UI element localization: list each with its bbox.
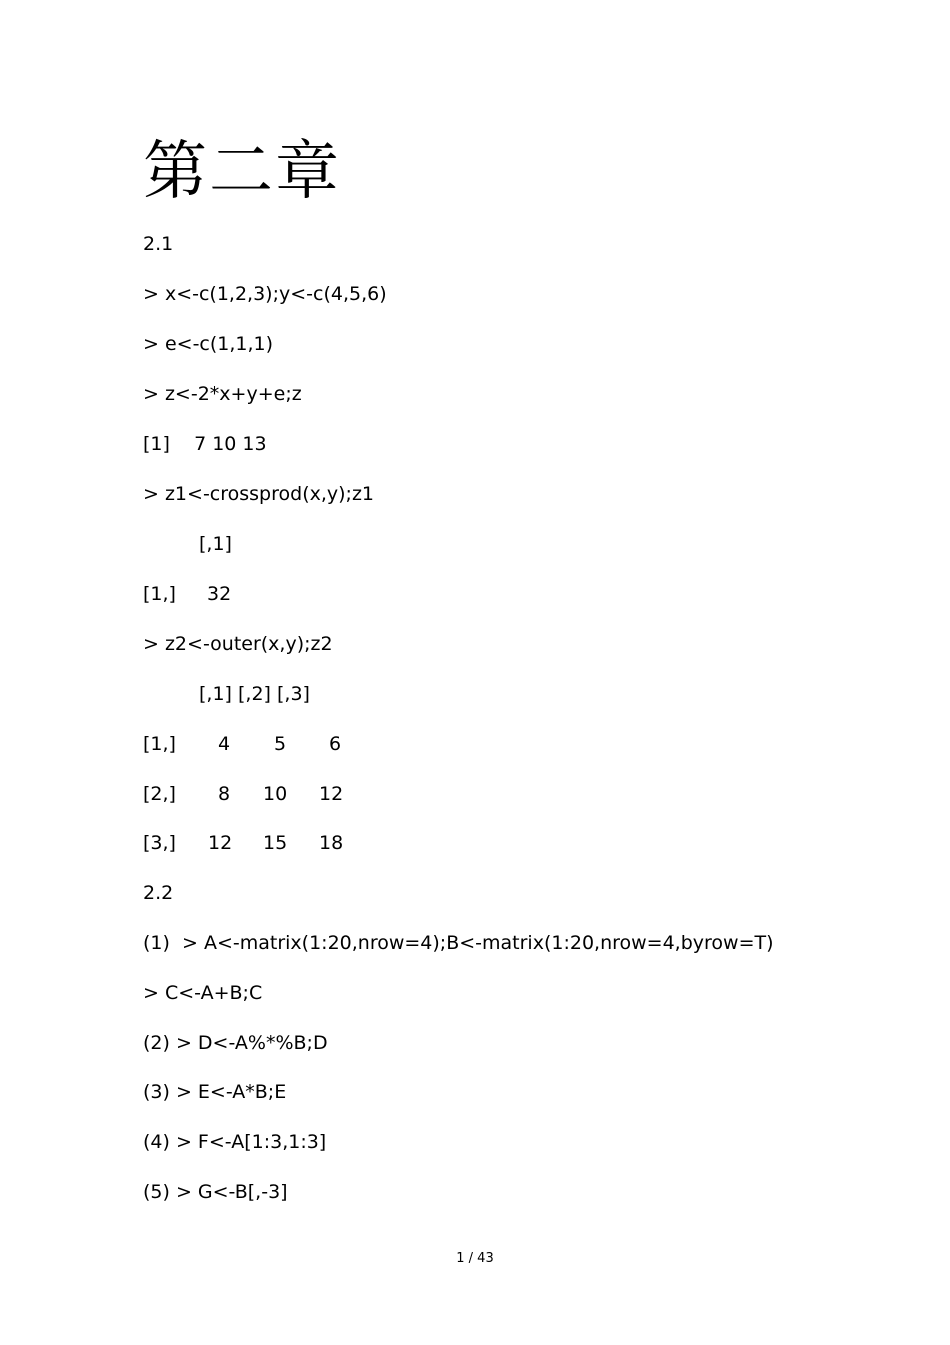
code-line: > z1<-crossprod(x,y);z1 <box>143 483 375 505</box>
outer-row-label: [1,] <box>143 733 176 755</box>
crossprod-column-header: [,1] <box>199 533 232 555</box>
code-line: (3) > E<-A*B;E <box>143 1081 287 1103</box>
outer-cell: 5 <box>274 733 287 755</box>
code-line: (1) > A<-matrix(1:20,nrow=4);B<-matrix(1:20,nrow=4,byrow=T) <box>143 932 774 954</box>
outer-row-label: [2,] <box>143 783 176 805</box>
outer-cell: 8 <box>218 783 231 805</box>
outer-cell: 4 <box>218 733 231 755</box>
outer-cell: 18 <box>319 832 344 854</box>
crossprod-value: 32 <box>207 583 232 605</box>
outer-cell: 12 <box>319 783 344 805</box>
section-heading-2-1: 2.1 <box>143 233 174 255</box>
outer-cell: 10 <box>263 783 288 805</box>
section-heading-2-2: 2.2 <box>143 882 174 904</box>
crossprod-row-label: [1,] <box>143 583 176 605</box>
output-line: [1] 7 10 13 <box>143 433 267 455</box>
outer-cell: 12 <box>208 832 233 854</box>
code-line: (5) > G<-B[,-3] <box>143 1181 288 1203</box>
outer-row-label: [3,] <box>143 832 176 854</box>
page-indicator: 1 / 43 <box>456 1251 494 1266</box>
code-line: > z2<-outer(x,y);z2 <box>143 633 333 655</box>
outer-cell: 15 <box>263 832 288 854</box>
code-line: > e<-c(1,1,1) <box>143 333 274 355</box>
code-line: (2) > D<-A%*%B;D <box>143 1032 328 1054</box>
code-line: > x<-c(1,2,3);y<-c(4,5,6) <box>143 283 387 305</box>
code-line: > C<-A+B;C <box>143 982 263 1004</box>
code-line: > z<-2*x+y+e;z <box>143 383 302 405</box>
code-line: (4) > F<-A[1:3,1:3] <box>143 1131 327 1153</box>
outer-column-headers: [,1] [,2] [,3] <box>199 683 310 705</box>
outer-cell: 6 <box>329 733 342 755</box>
chapter-title: 第二章 <box>143 135 341 209</box>
